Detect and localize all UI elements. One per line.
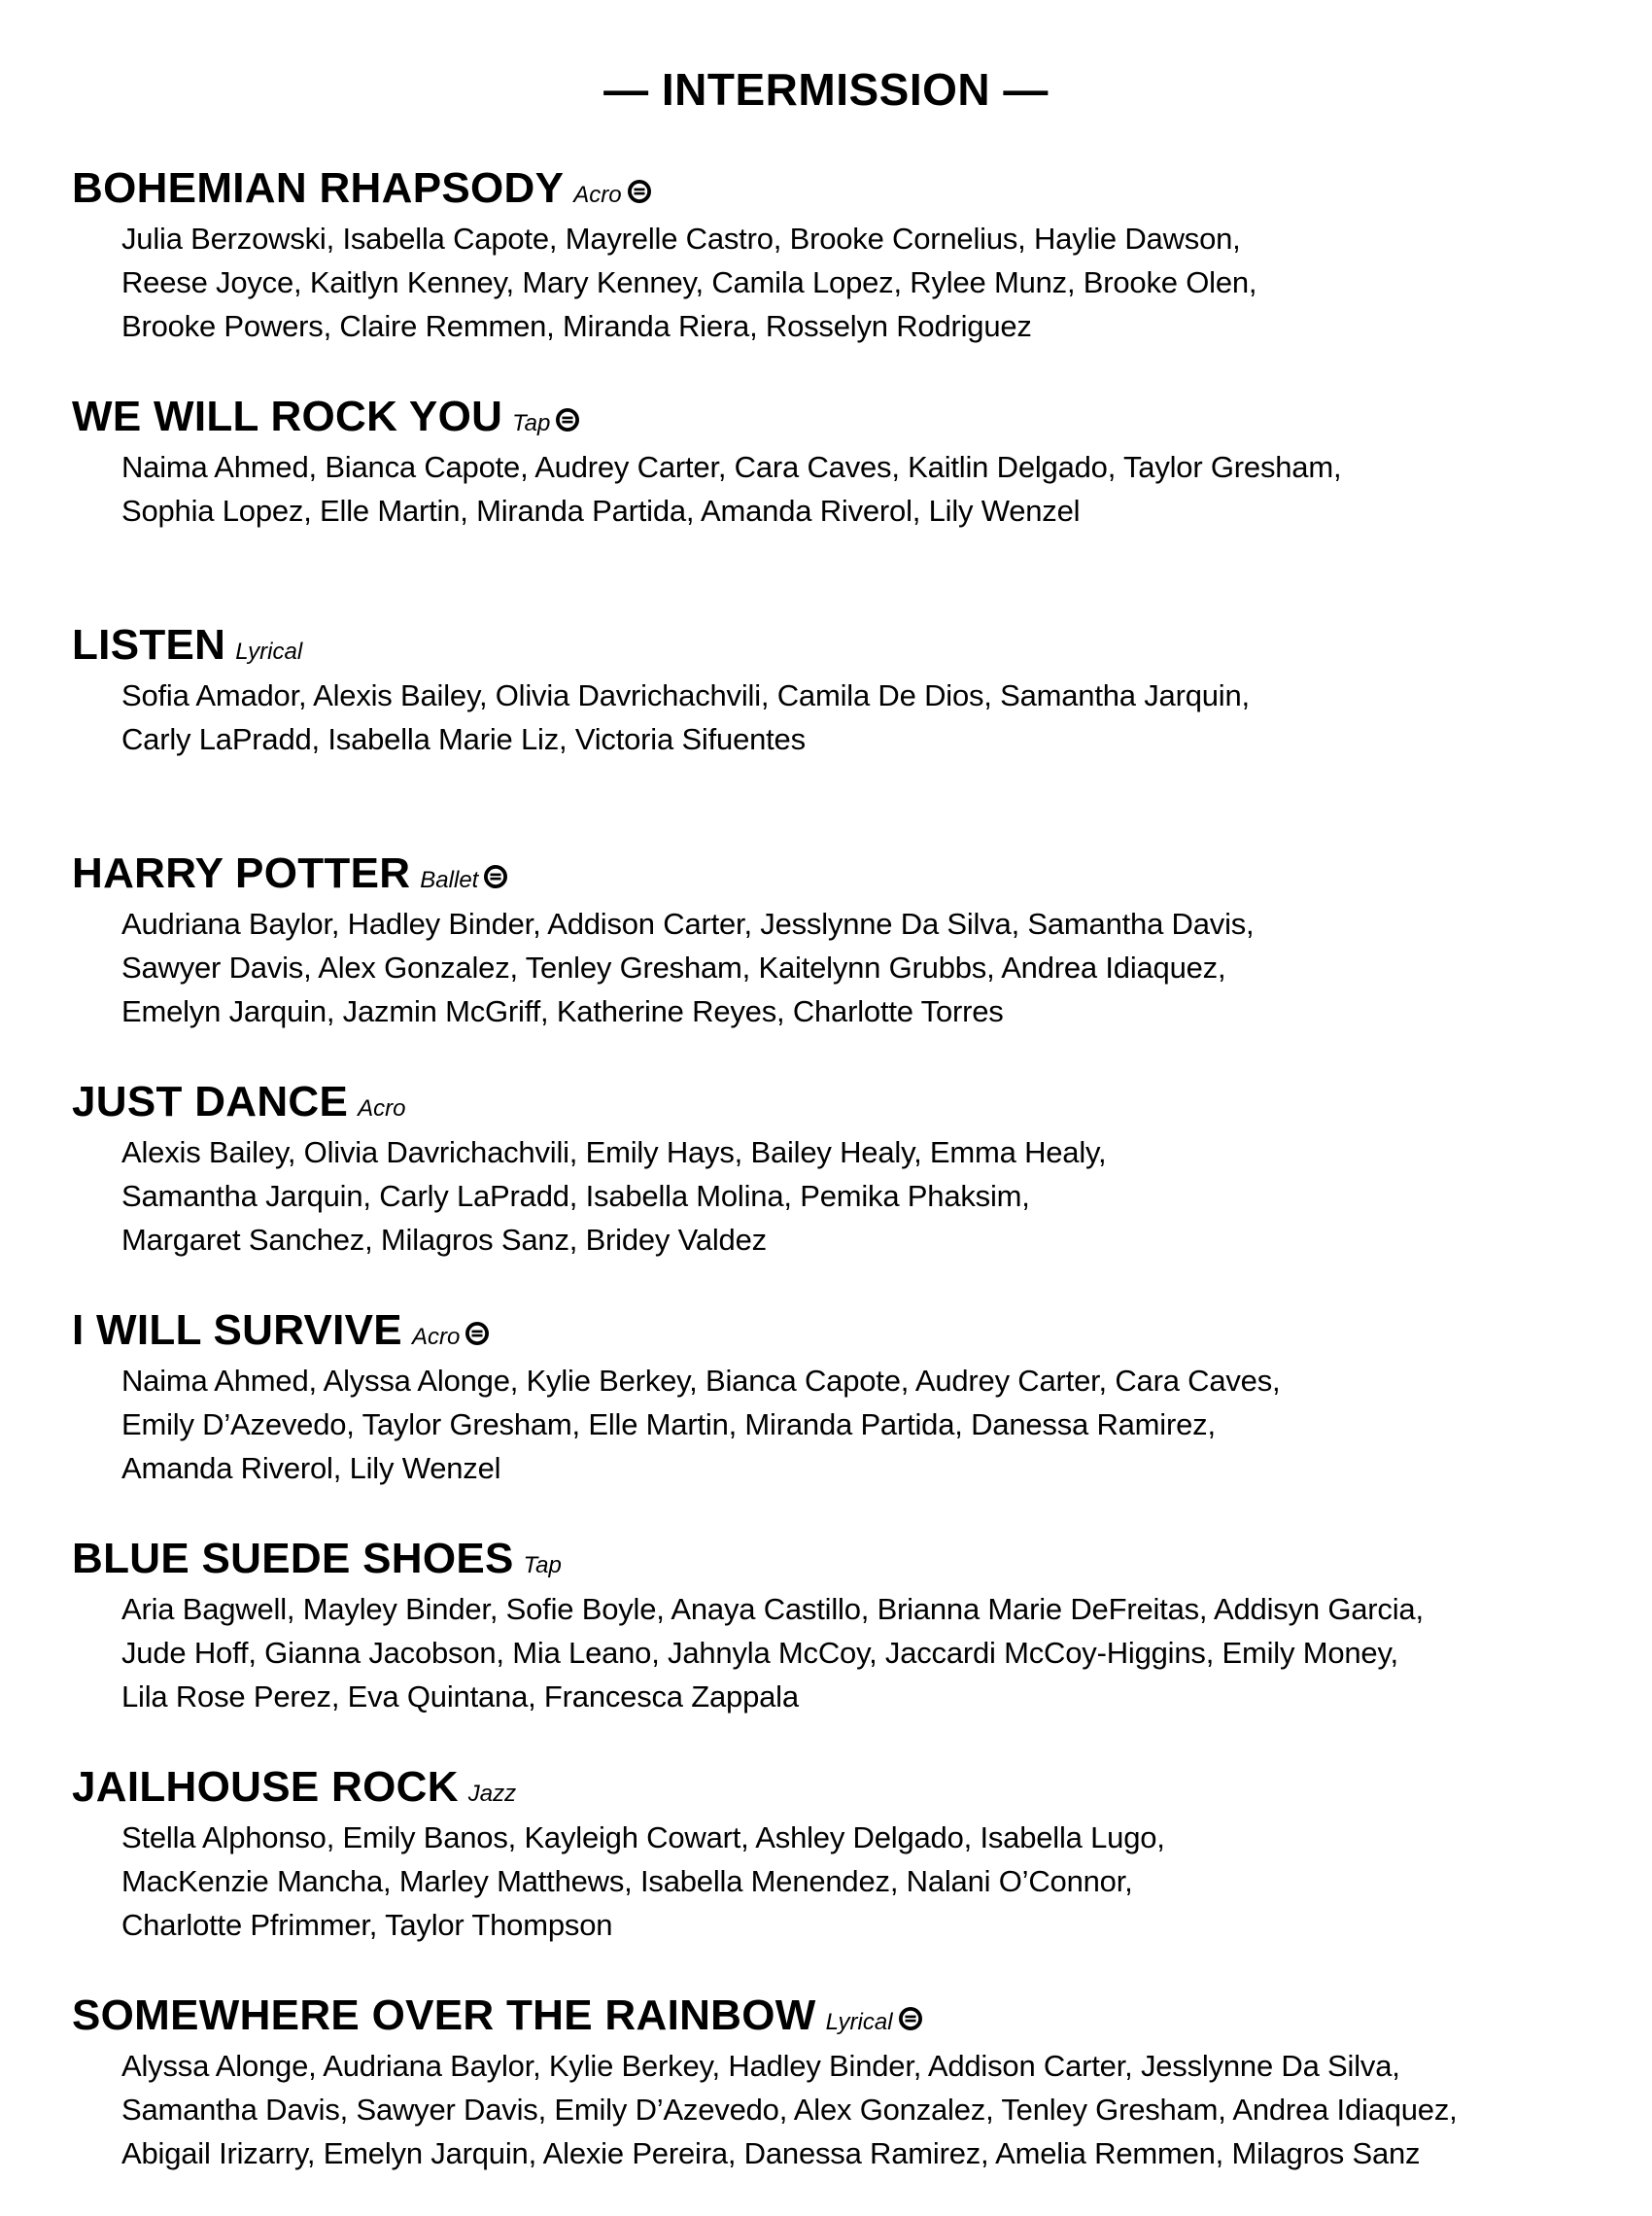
cast-list (121, 217, 1637, 348)
cast-list (121, 1587, 1637, 1718)
routine-list (72, 160, 1627, 2216)
routine-title: HARRY POTTER (72, 849, 411, 897)
intermission-heading: — INTERMISSION — (603, 64, 1049, 115)
dance-style-label: Jazz (467, 1781, 517, 1807)
cast-line: Margaret Sanchez, Milagros Sanz, Bridey Valdez (121, 1223, 767, 1257)
dance-style-label: Acro (411, 1324, 461, 1350)
cast-list (121, 1816, 1637, 1947)
cast-list (121, 1130, 1637, 1262)
routine-title: JAILHOUSE ROCK (72, 1763, 459, 1811)
routine-section (72, 846, 1627, 1074)
dance-style-label: Acro (358, 1095, 406, 1122)
cast-list (121, 1359, 1637, 1490)
routine-title: LISTEN (72, 621, 226, 669)
circle-emblem-icon (898, 2006, 923, 2031)
routine-section (72, 160, 1627, 389)
cast-line: Reese Joyce, Kaitlyn Kenney, Mary Kenney, Camila Lopez, Rylee Munz, Brooke Olen, (121, 265, 1257, 299)
dance-style-label: Tap (512, 410, 551, 436)
routine-header (72, 160, 1627, 217)
routine-title: BLUE SUEDE SHOES (72, 1535, 514, 1582)
routine-header (72, 389, 1627, 445)
routine-section (72, 1302, 1627, 1531)
cast-line: Emily D’Azevedo, Taylor Gresham, Elle Martin, Miranda Partida, Danessa Ramirez, (121, 1407, 1216, 1441)
cast-line: Charlotte Pfrimmer, Taylor Thompson (121, 1908, 613, 1942)
cast-line: Naima Ahmed, Alyssa Alonge, Kylie Berkey, Bianca Capote, Audrey Carter, Cara Caves, (121, 1364, 1281, 1398)
routine-title: SOMEWHERE OVER THE RAINBOW (72, 1991, 816, 2039)
cast-line: Sofia Amador, Alexis Bailey, Olivia Davrichachvili, Camila De Dios, Samantha Jarquin, (121, 678, 1250, 712)
circle-emblem-icon (483, 864, 508, 889)
cast-line: Amanda Riverol, Lily Wenzel (121, 1451, 501, 1485)
routine-header (72, 1302, 1627, 1359)
routine-title: JUST DANCE (72, 1078, 349, 1125)
cast-line: Stella Alphonso, Emily Banos, Kayleigh Cowart, Ashley Delgado, Isabella Lugo, (121, 1820, 1165, 1854)
cast-line: Brooke Powers, Claire Remmen, Miranda Riera, Rosselyn Rodriguez (121, 309, 1032, 343)
cast-list (121, 902, 1637, 1033)
dance-style-label: Acro (573, 182, 622, 208)
routine-header (72, 617, 1627, 674)
cast-line: Audriana Baylor, Hadley Binder, Addison Carter, Jesslynne Da Silva, Samantha Davis, (121, 907, 1255, 941)
dance-style-label: Lyrical (825, 2009, 893, 2035)
cast-line: Samantha Davis, Sawyer Davis, Emily D’Azevedo, Alex Gonzalez, Tenley Gresham, Andrea Idiaquez, (121, 2093, 1458, 2127)
cast-line: Emelyn Jarquin, Jazmin McGriff, Katherine Reyes, Charlotte Torres (121, 994, 1004, 1028)
cast-line: Carly LaPradd, Isabella Marie Liz, Victoria Sifuentes (121, 722, 806, 756)
cast-line: Alexis Bailey, Olivia Davrichachvili, Emily Hays, Bailey Healy, Emma Healy, (121, 1135, 1107, 1169)
cast-list (121, 445, 1637, 533)
cast-line: Sophia Lopez, Elle Martin, Miranda Partida, Amanda Riverol, Lily Wenzel (121, 494, 1081, 528)
cast-list (121, 2044, 1637, 2175)
routine-section (72, 1531, 1627, 1759)
cast-line: Aria Bagwell, Mayley Binder, Sofie Boyle, Anaya Castillo, Brianna Marie DeFreitas, Addisyn Garcia, (121, 1592, 1424, 1626)
routine-title: I WILL SURVIVE (72, 1306, 402, 1354)
cast-line: MacKenzie Mancha, Marley Matthews, Isabella Menendez, Nalani O’Connor, (121, 1864, 1133, 1898)
routine-section (72, 617, 1627, 846)
circle-emblem-icon (465, 1321, 490, 1346)
cast-line: Samantha Jarquin, Carly LaPradd, Isabella Molina, Pemika Phaksim, (121, 1179, 1030, 1213)
cast-line: Abigail Irizarry, Emelyn Jarquin, Alexie Pereira, Danessa Ramirez, Amelia Remmen, Milagros Sanz (121, 2136, 1421, 2170)
circle-emblem-icon (555, 407, 580, 433)
cast-line: Jude Hoff, Gianna Jacobson, Mia Leano, Jahnyla McCoy, Jaccardi McCoy-Higgins, Emily Money, (121, 1636, 1398, 1670)
cast-line: Lila Rose Perez, Eva Quintana, Francesca Zappala (121, 1679, 799, 1714)
routine-title: BOHEMIAN RHAPSODY (72, 164, 565, 212)
cast-line: Naima Ahmed, Bianca Capote, Audrey Carter, Cara Caves, Kaitlin Delgado, Taylor Gresham, (121, 450, 1342, 484)
cast-line: Sawyer Davis, Alex Gonzalez, Tenley Gresham, Kaitelynn Grubbs, Andrea Idiaquez, (121, 951, 1226, 985)
routine-section (72, 1988, 1627, 2216)
cast-line: Julia Berzowski, Isabella Capote, Mayrelle Castro, Brooke Cornelius, Haylie Dawson, (121, 222, 1241, 256)
routine-section (72, 1074, 1627, 1302)
routine-header (72, 1988, 1627, 2044)
routine-section (72, 1759, 1627, 1988)
routine-title: WE WILL ROCK YOU (72, 393, 503, 440)
dance-style-label: Ballet (420, 867, 479, 893)
routine-header (72, 1759, 1627, 1816)
cast-line: Alyssa Alonge, Audriana Baylor, Kylie Berkey, Hadley Binder, Addison Carter, Jesslynne Da Silva, (121, 2049, 1400, 2083)
routine-header (72, 846, 1627, 902)
cast-list (121, 674, 1637, 761)
routine-section (72, 389, 1627, 617)
dance-style-label: Tap (523, 1552, 562, 1578)
dance-style-label: Lyrical (235, 639, 303, 665)
circle-emblem-icon (627, 179, 652, 204)
routine-header (72, 1531, 1627, 1587)
routine-header (72, 1074, 1627, 1130)
